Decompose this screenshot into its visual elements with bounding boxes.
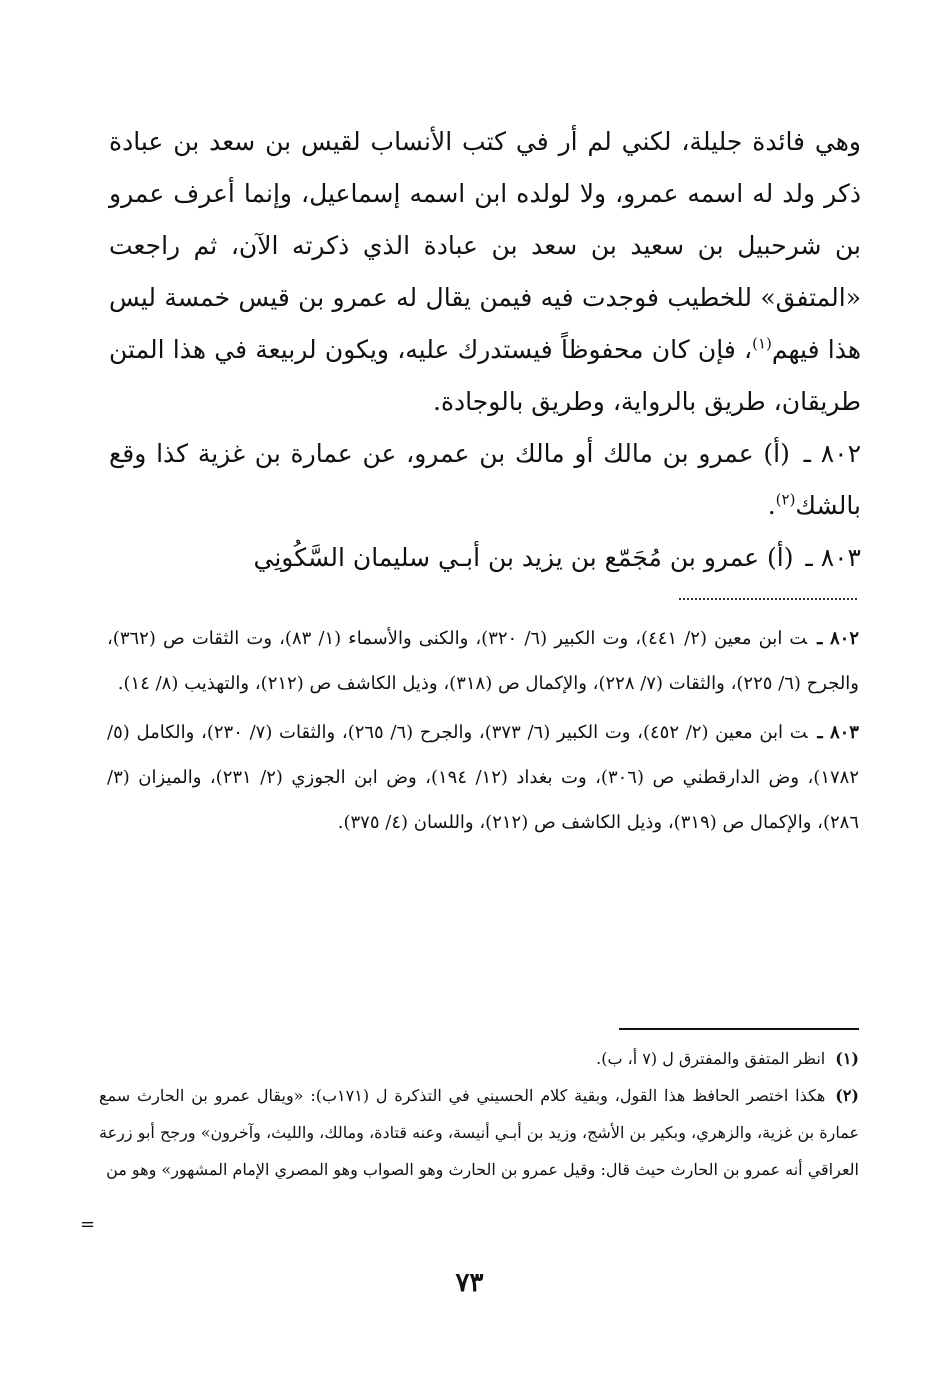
reference-item (107, 616, 859, 706)
footnote-ref: (٢) (775, 490, 796, 509)
reference-text: ت ابن معين (٢/ ٤٥٢)، وت الكبير (٦/ ٣٧٣)، والجرح (٦/ ٢٦٥)، والثقات (٧/ ٢٣٠)، والكامل (٥/ ١٧٨٢)، وض الدارقطني ص (٣٠٦)، وت بغداد (١٢/ ١٩٤)، وض ابن الجوزي (٢/ ٢٣١)، والميزان (٣/ ٢٨٦)، والإكمال ص (٣١٩)، وذيل الكاشف ص (٢١٢)، واللسان (٤/ ٣٧٥). (107, 722, 859, 833)
reference-number: ٨٠٢ ـ (817, 628, 860, 649)
continuation-mark: = (80, 1214, 96, 1235)
entry-end: . (767, 491, 776, 520)
entry-802 (109, 428, 861, 532)
paragraph (109, 116, 861, 428)
entry-text: (أ) عمرو بن مالك أو مالك بن عمرو، عن عمارة بن غزية كذا وقع بالشك (109, 439, 861, 520)
footnote-number: (٢) (835, 1086, 859, 1105)
page-number: ٧٣ (455, 1268, 484, 1298)
reference-item (107, 710, 859, 845)
footnote-item (99, 1040, 859, 1077)
main-text (109, 116, 861, 584)
footnote-text: هكذا اختصر الحافظ هذا القول، وبقية كلام الحسيني في التذكرة ل (١٧١ب): «ويقال عمرو بن الحارث سمع عمارة بن غزية، والزهري، وبكير بن الأشج، وزيد بن أبـي أنيسة، وعنه قتادة، ومالك، والليث، وآخرون» ورجح أبو زرعة العراقي أنه عمرو بن الحارث حيث قال: وقيل عمرو بن الحارث وهو الصواب وهو المصري الإمام المشهور» وهو من (99, 1086, 859, 1179)
references-section (107, 616, 859, 849)
footnote-rule (619, 1028, 859, 1030)
footnote-ref: (١) (752, 334, 772, 353)
footnote-item (99, 1077, 859, 1188)
entry-number: ٨٠٣ ـ (805, 543, 861, 572)
entry-number: ٨٠٢ ـ (803, 439, 862, 468)
paragraph-text: وهي فائدة جليلة، لكني لم أر في كتب الأنساب لقيس بن سعد بن عبادة ذكر ولد له اسمه عمرو، ولا لولده ابن اسمه إسماعيل، وإنما أعرف عمرو بن شرحبيل بن سعيد بن سعد بن عبادة الذي ذكرته الآن، ثم راجعت «المتفق» للخطيب فوجدت فيه فيمن يقال له عمرو بن قيس خمسة ليس هذا فيهم (109, 127, 861, 364)
reference-number: ٨٠٣ ـ (817, 722, 859, 743)
dotted-separator (679, 598, 857, 600)
paragraph-text-cont: ، فإن كان محفوظاً فيستدرك عليه، ويكون لربيعة في هذا المتن طريقان، طريق بالرواية، وطريق بالوجادة. (109, 335, 861, 416)
footnote-text: انظر المتفق والمفترق ل (٧ أ، ب). (596, 1049, 826, 1068)
reference-text: ت ابن معين (٢/ ٤٤١)، وت الكبير (٦/ ٣٢٠)، والكنى والأسماء (١/ ٨٣)، وت الثقات ص (٣٦٢)، والجرح (٦/ ٢٢٥)، والثقات (٧/ ٢٢٨)، والإكمال ص (٣١٨)، وذيل الكاشف ص (٢١٢)، والتهذيب (٨/ ١٤). (107, 628, 859, 694)
entry-803 (109, 532, 861, 584)
footnote-number: (١) (835, 1049, 859, 1068)
footnotes-section (99, 1040, 859, 1188)
entry-text: (أ) عمرو بن مُجَمّع بن يزيد بن أبـي سليمان السَّكُونِي (253, 543, 794, 572)
